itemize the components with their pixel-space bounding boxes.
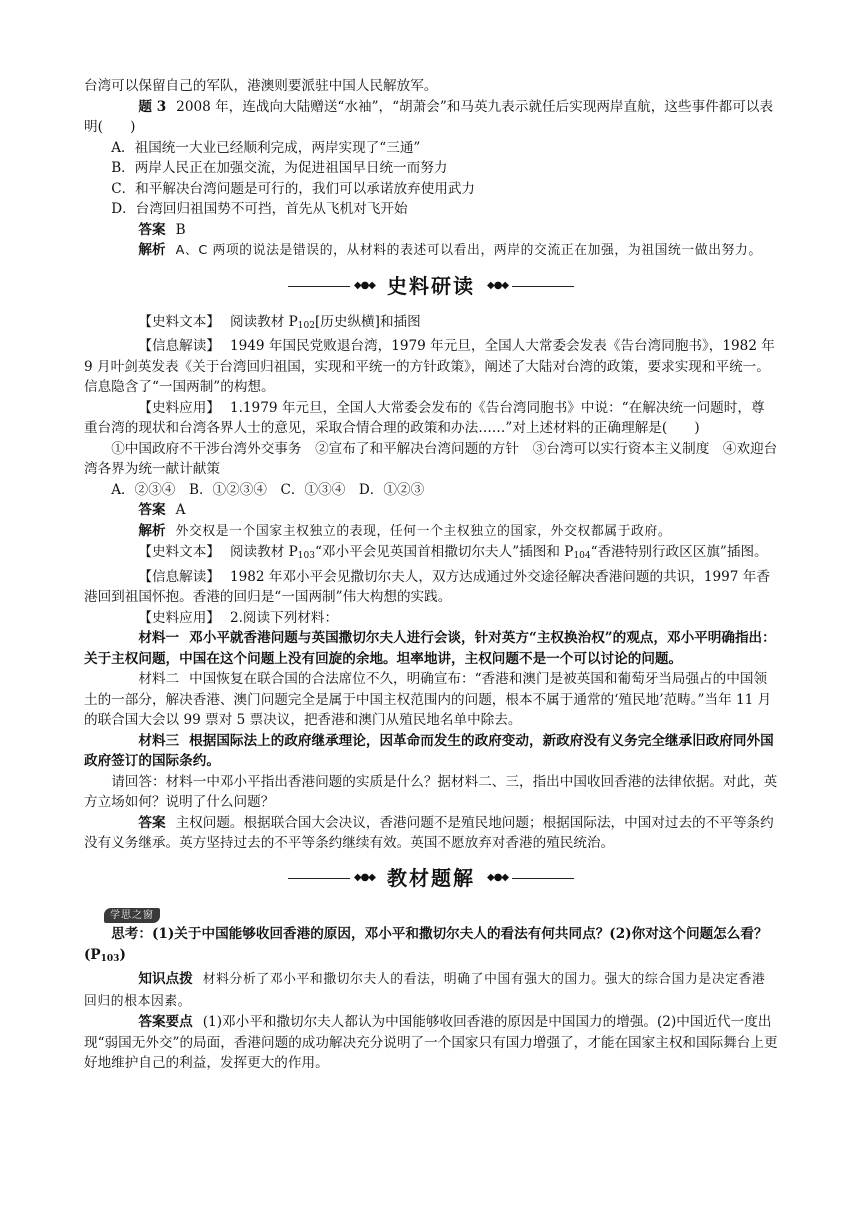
material-text: 根据国际法上的政府继承理论，因革命而发生的政府变动，新政府没有义务完全继承旧政府同外国政府签订的国际条约。: [84, 732, 774, 769]
material-2: [84, 669, 778, 731]
material-1: [84, 628, 778, 669]
info-reading-label: 【信息解读】: [138, 568, 220, 585]
material-label: 材料三: [138, 732, 180, 749]
document-page: [84, 76, 778, 1074]
analysis-label: 解析: [138, 522, 166, 539]
xuesi-badge: 学思之窗: [104, 908, 160, 923]
info-reading-text: 1949 年国民党败退台湾，1979 年元旦，全国人大常委会发表《告台湾同胞书》，1982 年 9 月叶剑英发表《关于台湾回归祖国，实现和平统一的方针政策》，阐述了大陆对台湾的政策，要求实现和平统一。信息隐含了“一国两制”的构想。: [84, 338, 775, 395]
knowledge-tip: [84, 969, 778, 1012]
choice-list: A．②③④ B．①②③④ C．①③④ D．①②③: [111, 481, 425, 498]
page-subscript: 104: [573, 551, 591, 561]
option-d: D．台湾回归祖国势不可挡，首先从飞机对飞开始: [111, 201, 408, 217]
question-3-text: 2008 年，连战向大陆赠送“水袖”，“胡萧会”和马英九表示就任后实现两岸直航，这些事件都可以表明( ): [84, 98, 774, 135]
question-3-answer: [84, 220, 778, 241]
option-a: A．祖国统一大业已经顺利完成，两岸实现了“三通”: [111, 139, 421, 156]
page-subscript: 102: [297, 320, 315, 331]
info-reading-label: 【信息解读】: [138, 338, 220, 354]
heading-rule-right: [512, 286, 574, 287]
question-3-analysis: [84, 240, 778, 262]
heading-ornament-right: ◆●◆: [487, 280, 509, 292]
material-text: 邓小平就香港问题与英国撒切尔夫人进行会谈，针对英方“主权换治权”的观点，邓小平明确指出：关于主权问题，中国在这个问题上没有回旋的余地。坦率地讲，主权问题不是一个可以讨论的问题。: [84, 630, 776, 667]
info-reading-2: [84, 567, 778, 608]
analysis-label: 解析: [138, 242, 166, 258]
source-application-2: [84, 608, 778, 629]
application-1-analysis: [84, 521, 778, 543]
answer-label: 答案: [138, 502, 166, 518]
badge-row: [84, 904, 778, 925]
source-text-part: [历史纵横]和插图: [314, 313, 421, 330]
source-application-label: 【史料应用】: [138, 399, 220, 416]
source-application-text: 1.1979 年元旦，全国人大常委会发布的《告台湾同胞书》中说：“在解决统一问题时，尊重台湾的现状和台湾各界人士的意见，采取合情合理的政策和办法……”对上述材料的正确理解是( ): [84, 399, 765, 436]
question-prompt: 请回答：材料一中邓小平指出香港问题的实质是什么？据材料二、三，指出中国收回香港的法律依据。对此，英方立场如何？说明了什么问题？: [84, 773, 778, 810]
answer-label: 答案: [138, 221, 166, 238]
heading-ornament-left: ◆●◆: [353, 280, 375, 292]
think-question: [84, 924, 778, 969]
question-3-label: 题 3: [138, 98, 167, 115]
section-heading-sources: [84, 262, 778, 312]
heading-rule-left: [288, 878, 350, 879]
material-3: [84, 731, 778, 772]
answer-text: 主权问题。根据联合国大会决议，香港问题不是殖民地问题；根据国际法，中国对过去的不平等条约没有义务继承。英方坚持过去的不平等条约继续有效。英国不愿放弃对香港的殖民统治。: [84, 814, 774, 851]
source-application-label: 【史料应用】: [138, 609, 220, 626]
question-3-stem: [84, 97, 778, 138]
page-subscript: 103: [297, 551, 315, 561]
option-b: B．两岸人民正在加强交流，为促进祖国早日统一而努力: [111, 160, 448, 176]
analysis-text: 外交权是一个国家主权独立的表现，任何一个主权独立的国家，外交权都属于政府。: [175, 523, 672, 539]
source-text-label: 【史料文本】: [138, 544, 220, 560]
analysis-text: A、C 两项的说法是错误的，从材料的表述可以看出，两岸的交流正在加强，为祖国统一做出努力。: [175, 243, 762, 258]
answer-key-points: [84, 1012, 778, 1074]
source-text-label: 【史料文本】: [138, 313, 220, 330]
application-1-answer: [84, 500, 778, 521]
source-text-1: [84, 312, 778, 337]
think-text: 思考：(1)关于中国能够收回香港的原因，邓小平和撒切尔夫人的看法有何共同点？(2)你对这个问题怎么看？(P: [84, 926, 768, 963]
source-text-part: 阅读教材 P: [229, 313, 298, 330]
option-c: C．和平解决台湾问题是可行的，我们可以承诺放弃使用武力: [111, 180, 476, 197]
knowledge-tip-label: 知识点拨: [138, 971, 193, 987]
source-application-text: 2.阅读下列材料：: [229, 609, 339, 626]
statement-items: ①中国政府不干涉台湾外交事务 ②宣布了和平解决台湾问题的方针 ③台湾可以实行资本主义制度 ④欢迎台湾各界为统一献计献策: [84, 440, 778, 477]
section-heading-textbook: [84, 854, 778, 904]
page-subscript: 103: [100, 953, 120, 964]
material-text: 中国恢复在联合国的合法席位不久，明确宣布：“香港和澳门是被英国和葡萄牙当局强占的中国领土的一部分，解决香港、澳门问题完全是属于中国主权范围内的问题，根本不属于通常的‘殖民地’范畴。”当年 11 月的联合国大会以 99 票对 5 票决议，把香港和澳门从殖民地名单中除去。: [84, 671, 772, 728]
source-text-part: “香港特别行政区区旗”插图。: [590, 544, 768, 560]
heading-rule-left: [288, 286, 350, 287]
answer-value: A: [175, 502, 186, 518]
section-title: 史料研读: [387, 274, 475, 299]
info-reading-text: 1982 年邓小平会见撒切尔夫人，双方达成通过外交途径解决香港问题的共识，1997 年香港回到祖国怀抱。香港的回归是“一国两制”伟大构想的实践。: [84, 568, 770, 605]
material-label: 材料二: [138, 671, 180, 687]
heading-ornament-left: ◆●◆: [353, 872, 375, 884]
info-reading-1: [84, 336, 778, 398]
think-text: ): [119, 946, 126, 963]
source-text-part: “邓小平会见英国首相撒切尔夫人”插图和 P: [314, 544, 574, 560]
heading-ornament-right: ◆●◆: [487, 872, 509, 884]
knowledge-tip-text: 材料分析了邓小平和撒切尔夫人的看法，明确了中国有强大的国力。强大的综合国力是决定香港回归的根本因素。: [84, 972, 766, 1009]
application-2-answer: [84, 813, 778, 854]
source-text-part: 阅读教材 P: [229, 544, 298, 560]
source-text-2: [84, 542, 778, 567]
answer-key-label: 答案要点: [138, 1014, 193, 1030]
section-title: 教材题解: [387, 866, 475, 891]
heading-rule-right: [512, 878, 574, 879]
answer-value: B: [175, 221, 186, 238]
intro-line: 台湾可以保留自己的军队，港澳则要派驻中国人民解放军。: [84, 78, 438, 94]
source-application-1: [84, 398, 778, 439]
material-label: 材料一: [138, 630, 180, 646]
answer-label: 答案: [138, 814, 166, 831]
answer-key-text: (1)邓小平和撒切尔夫人都认为中国能够收回香港的原因是中国国力的增强。(2)中国近代一度出现“弱国无外交”的局面，香港问题的成功解决充分说明了一个国家只有国力增强了，才能在国家主权和国际舞台上更好地维护自己的利益，发挥更大的作用。: [84, 1014, 778, 1071]
